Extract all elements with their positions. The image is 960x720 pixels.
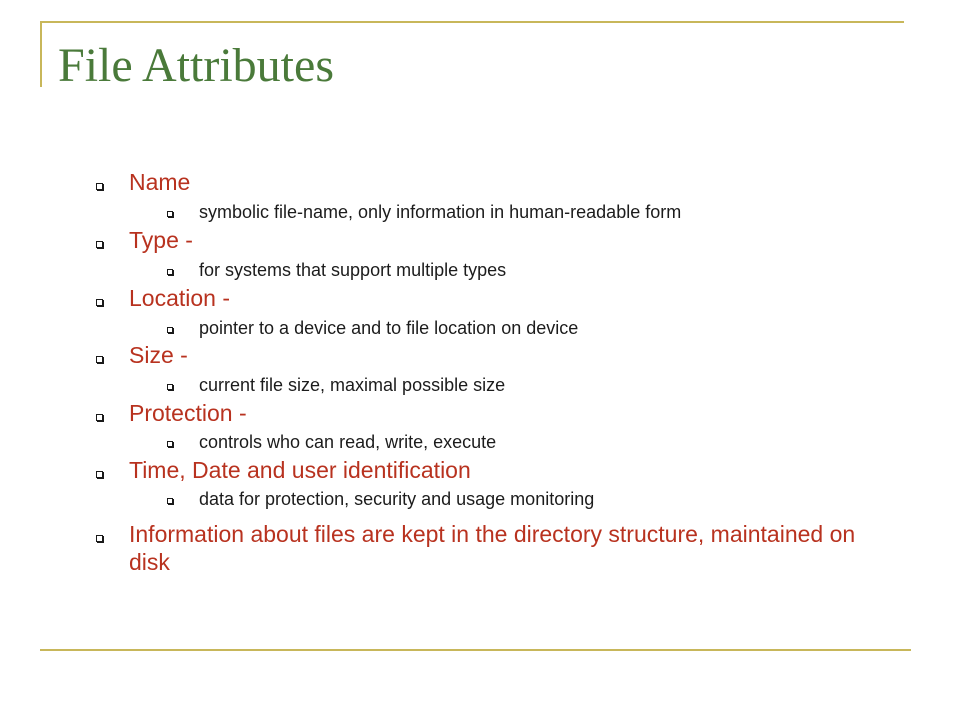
sub-bullet-text: for systems that support multiple types [199,260,507,280]
square-bullet-icon [96,241,103,248]
bullet-label: Size - [129,342,188,368]
bullet-label: Information about files are kept in the directory structure, maintained on disk [129,521,856,575]
square-bullet-icon [167,384,173,390]
square-bullet-icon [96,183,103,190]
square-bullet-icon [96,356,103,363]
bullet-label: Type - [129,227,193,253]
sub-bullet-text: data for protection, security and usage monitoring [199,489,595,509]
slide-title: File Attributes [58,39,334,92]
square-bullet-icon [167,211,173,217]
bullet-label: Time, Date and user identification [129,457,471,483]
sub-bullet-text: current file size, maximal possible size [199,375,506,395]
sub-bullet-text: controls who can read, write, execute [199,432,497,452]
square-bullet-icon [96,471,103,478]
square-bullet-icon [167,269,173,275]
sub-bullet-text: symbolic file-name, only information in human-readable form [199,202,682,222]
square-bullet-icon [96,535,103,542]
bullet-label: Protection - [129,400,247,426]
square-bullet-icon [167,498,173,504]
sub-bullet-text: pointer to a device and to file location on device [199,318,579,338]
square-bullet-icon [167,441,173,447]
square-bullet-icon [96,299,103,306]
bullet-label: Name [129,169,191,195]
square-bullet-icon [96,414,103,421]
square-bullet-icon [167,327,173,333]
bullet-label: Location - [129,285,231,311]
